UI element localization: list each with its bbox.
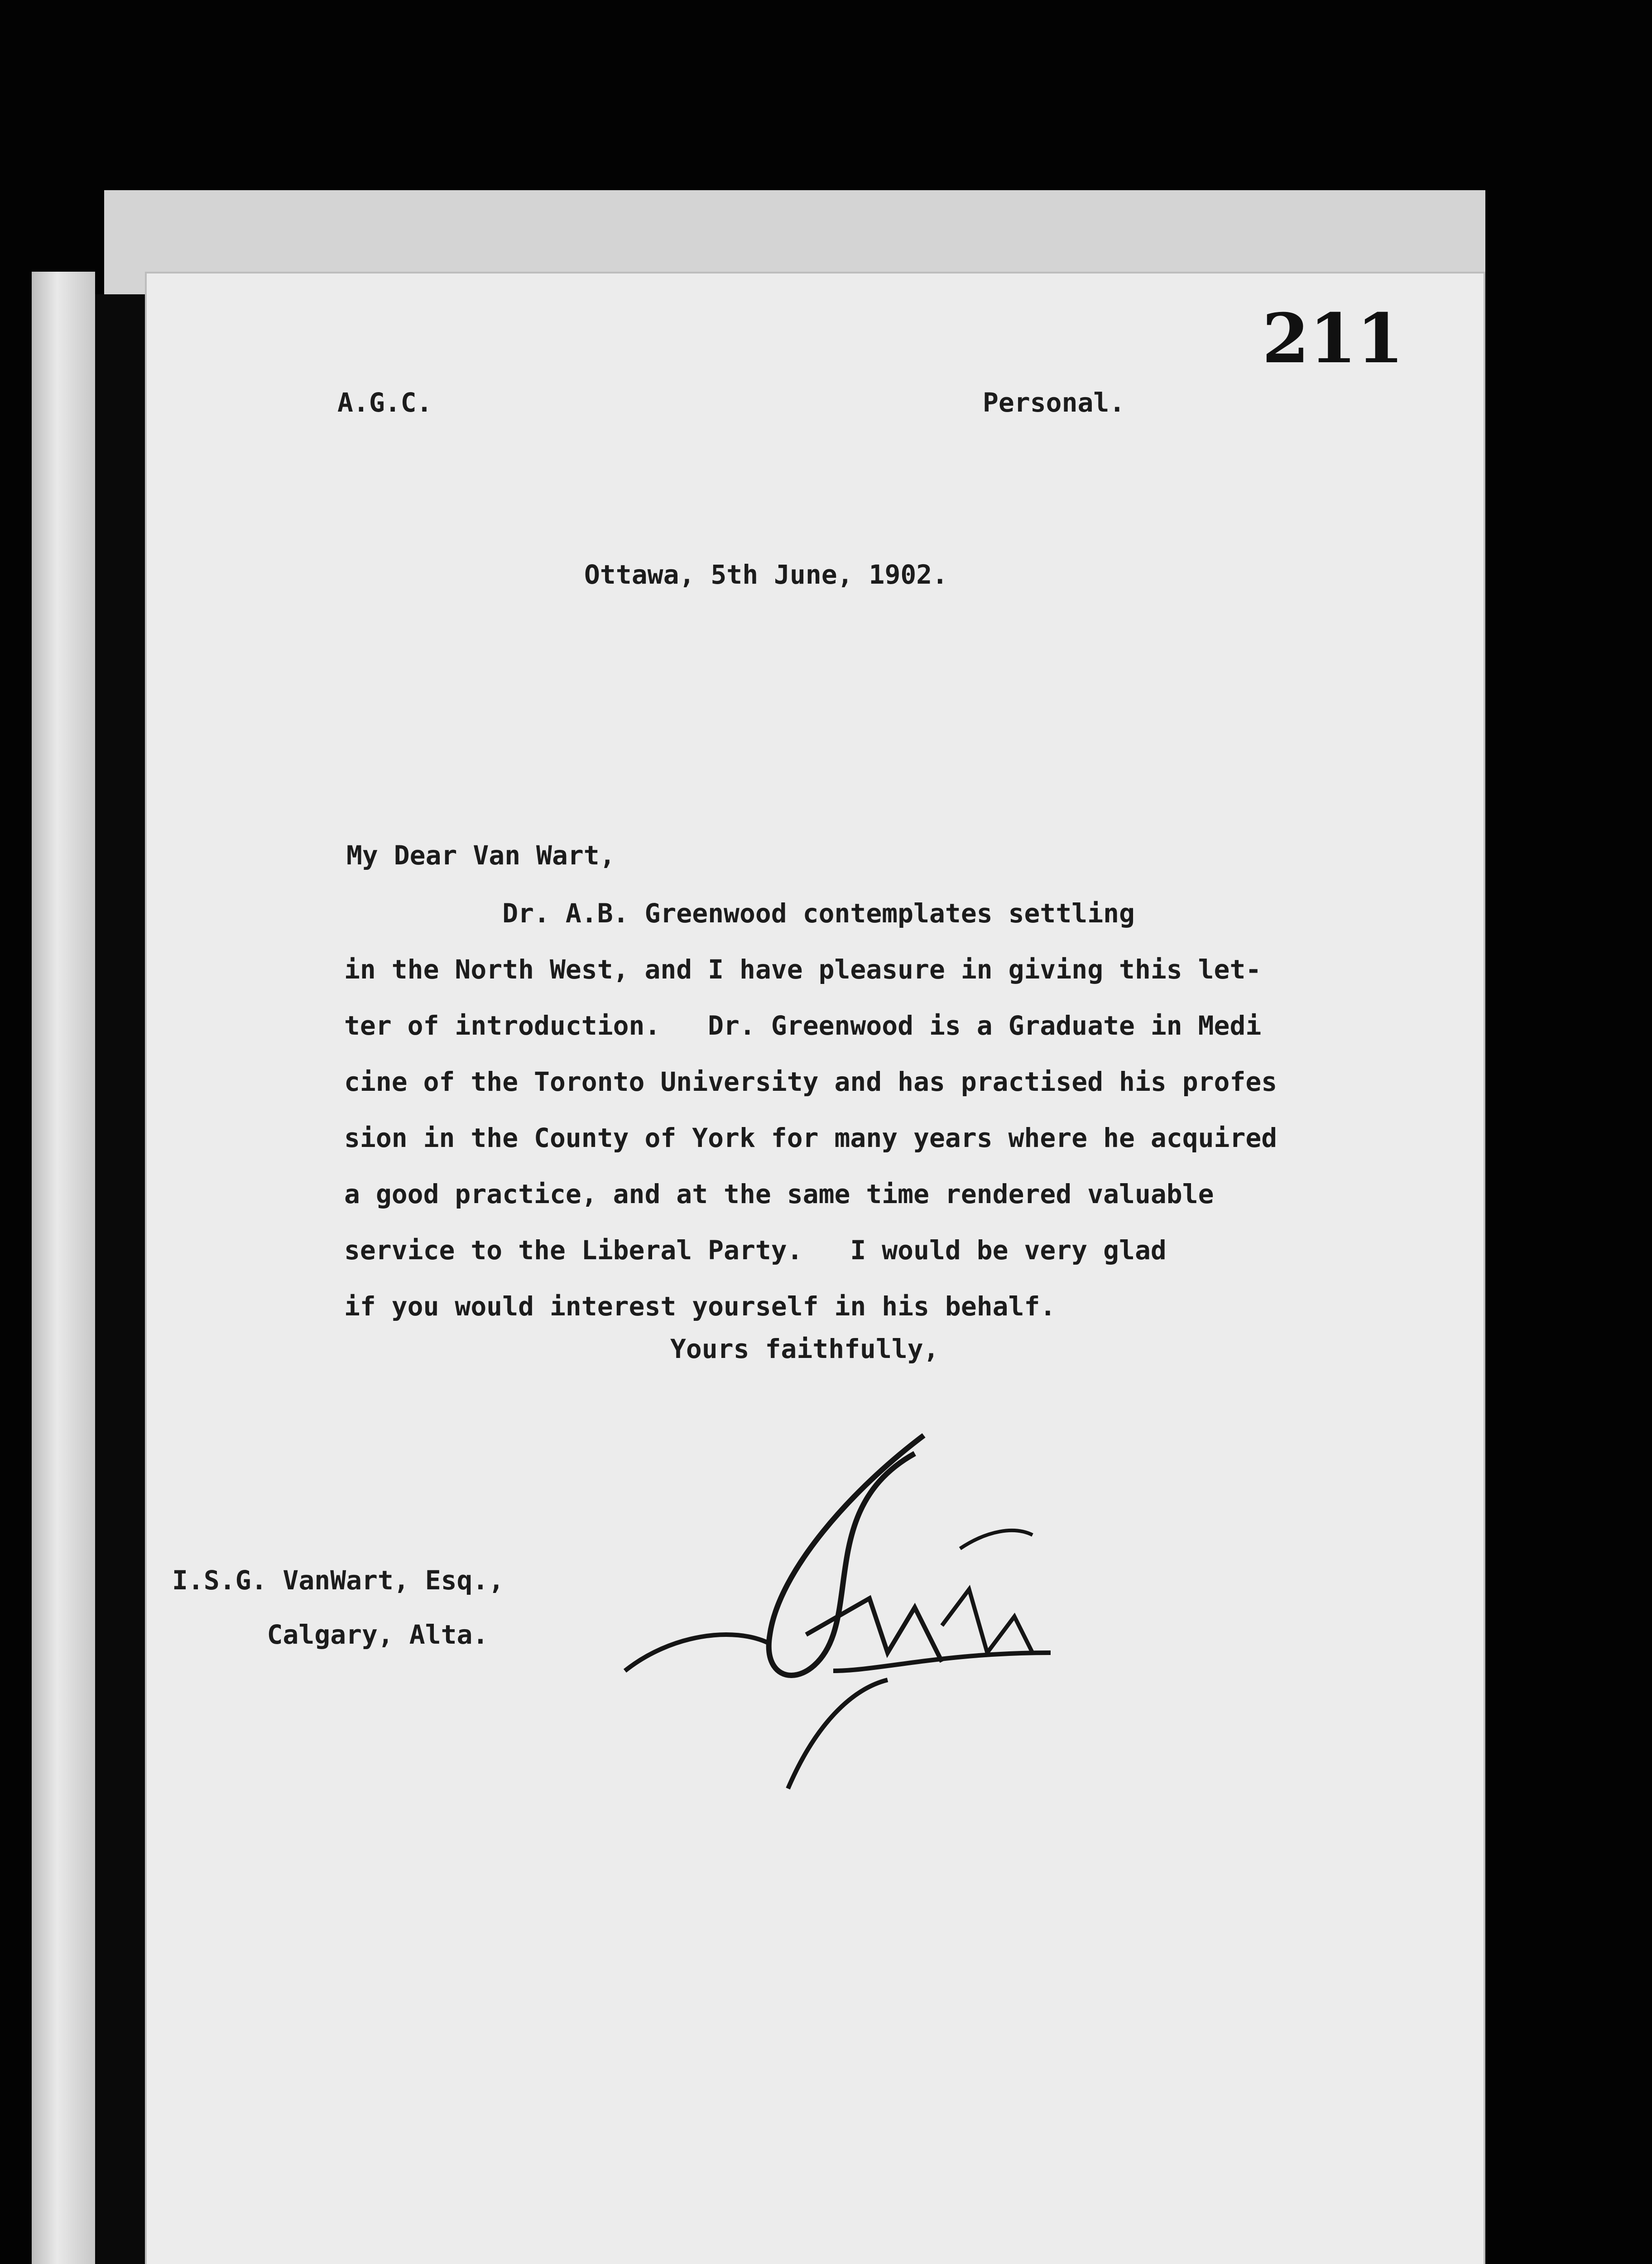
body-line: cine of the Toronto University and has practised his profes (344, 1066, 1277, 1097)
body-line: Dr. A.B. Greenwood contemplates settling (344, 898, 1135, 929)
addressee-block (172, 1553, 504, 1662)
personal-marking: Personal. (983, 387, 1125, 418)
body-line: service to the Liberal Party. I would be very glad (344, 1235, 1167, 1266)
handwritten-signature (598, 1399, 1087, 1807)
body-line: ter of introduction. Dr. Greenwood is a Graduate in Medi (344, 1010, 1262, 1041)
binding-edge (32, 272, 95, 2264)
page-number: 211 (1262, 299, 1404, 379)
letter-body (344, 885, 1277, 1334)
salutation: My Dear Van Wart, (346, 840, 615, 871)
dateline: Ottawa, 5th June, 1902. (584, 559, 948, 590)
body-line: a good practice, and at the same time rendered valuable (344, 1179, 1214, 1209)
reference-initials: A.G.C. (337, 387, 432, 418)
closing: Yours faithfully, (670, 1333, 939, 1364)
addressee-location: Calgary, Alta. (172, 1619, 489, 1650)
body-line: sion in the County of York for many years where he acquired (344, 1122, 1277, 1153)
body-line: in the North West, and I have pleasure in giving this let- (344, 954, 1262, 985)
body-line: if you would interest yourself in his behalf. (344, 1291, 1056, 1322)
addressee-name: I.S.G. VanWart, Esq., (172, 1565, 504, 1596)
